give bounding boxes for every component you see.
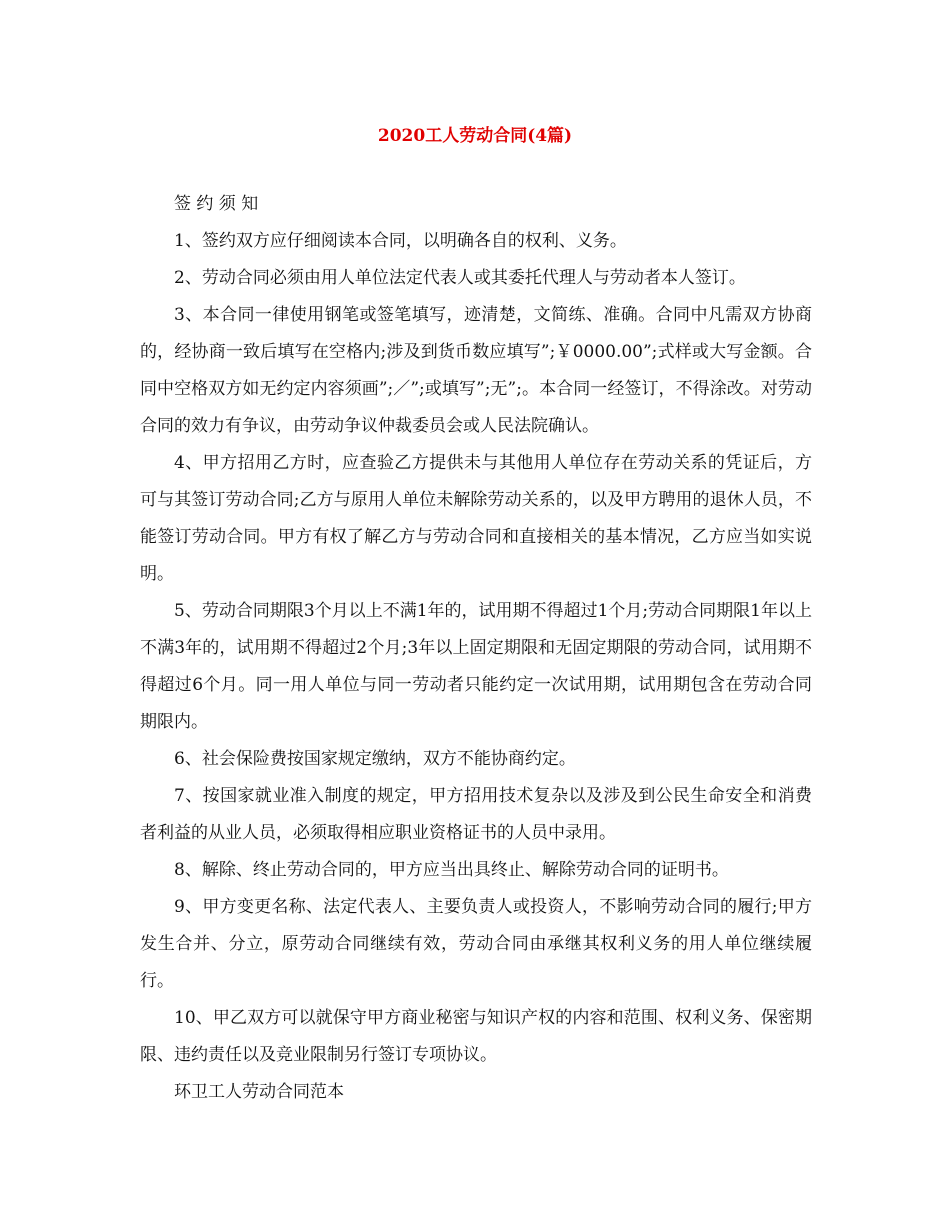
paragraph-3: 3、本合同一律使用钢笔或签笔填写，迹清楚，文简练、准确。合同中凡需双方协商的，经协商一致后填写在空格内;涉及到货币数应填写”;￥0000.00”;式样或大写金额。合同中空格双方如无约定内容须画”;／”;或填写”;无”;。本合同一经签订，不得涂改。对劳动合同的效力有争议，由劳动争议仲裁委员会或人民法院确认。: [140, 305, 812, 436]
document-title: 2020工人劳动合同(4篇): [377, 126, 573, 146]
paragraph-8: 8、解除、终止劳动合同的，甲方应当出具终止、解除劳动合同的证明书。: [174, 860, 729, 880]
paragraph-9: 9、甲方变更名称、法定代表人、主要负责人或投资人，不影响劳动合同的履行;甲方发生合并、分立，原劳动合同继续有效，劳动合同由承继其权利义务的用人单位继续履行。: [140, 897, 812, 991]
paragraph-4: 4、甲方招用乙方时，应查验乙方提供未与其他用人单位存在劳动关系的凭证后，方可与其签订劳动合同;乙方与原用人单位未解除劳动关系的，以及甲方聘用的退休人员，不能签订劳动合同。甲方有权了解乙方与劳动合同和直接相关的基本情况，乙方应当如实说明。: [140, 453, 812, 584]
section-heading-sanitation-contract: 环卫工人劳动合同范本: [174, 1082, 344, 1102]
paragraph-1: 1、签约双方应仔细阅读本合同，以明确各自的权利、义务。: [174, 231, 627, 251]
paragraph-2: 2、劳动合同必须由用人单位法定代表人或其委托代理人与劳动者本人签订。: [174, 268, 746, 288]
document-body: [140, 186, 812, 1111]
section-heading-signing-notice: 签 约 须 知: [174, 194, 259, 214]
paragraph-5: 5、劳动合同期限3个月以上不满1年的，试用期不得超过1个月;劳动合同期限1年以上不满3年的，试用期不得超过2个月;3年以上固定期限和无固定期限的劳动合同，试用期不得超过6个月。同一用人单位与同一劳动者只能约定一次试用期，试用期包含在劳动合同期限内。: [140, 601, 812, 732]
paragraph-6: 6、社会保险费按国家规定缴纳，双方不能协商约定。: [174, 749, 576, 769]
paragraph-10: 10、甲乙双方可以就保守甲方商业秘密与知识产权的内容和范围、权利义务、保密期限、违约责任以及竞业限制另行签订专项协议。: [140, 1008, 812, 1065]
paragraph-7: 7、按国家就业准入制度的规定，甲方招用技术复杂以及涉及到公民生命安全和消费者利益的从业人员，必须取得相应职业资格证书的人员中录用。: [140, 786, 812, 843]
